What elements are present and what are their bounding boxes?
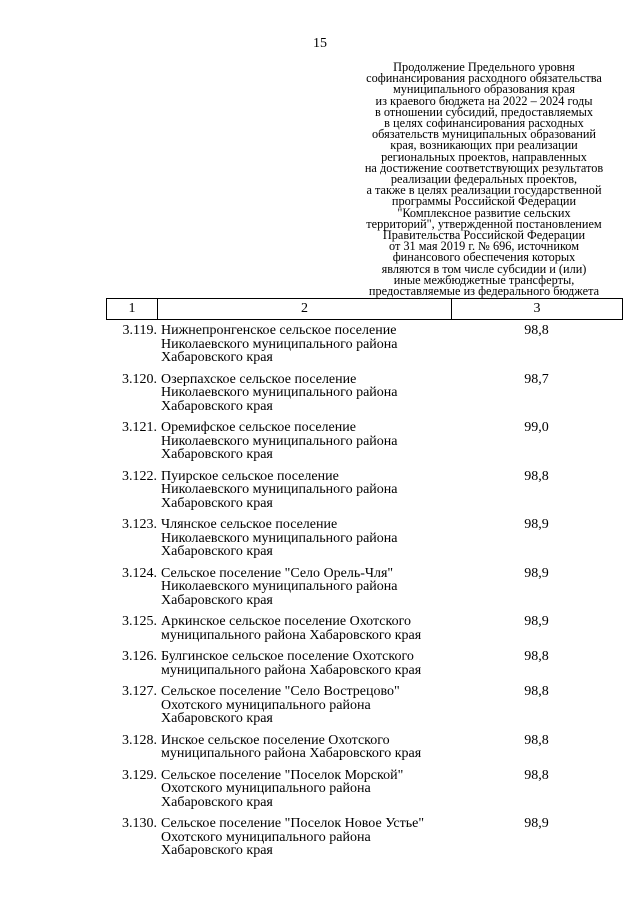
row-name [157,518,451,559]
row-value: 98,9 [524,816,549,831]
row-name-line: Охотского муниципального района [161,829,371,845]
row-name [157,421,451,462]
row-name [157,685,451,726]
table-row [106,685,622,726]
column-header-2: 2 [158,299,452,320]
document-header-block [346,62,622,297]
header-line: Продолжение Предельного уровня [393,60,575,74]
table-row [106,518,622,559]
header-line: программы Российской Федерации [391,194,577,209]
row-name-line: Пуирское сельское поселение [161,468,339,484]
table-row [106,615,622,642]
row-value: 98,8 [524,767,549,783]
row-name-line: муниципального района Хабаровского края [161,746,422,761]
header-line: являются в том числе субсидии и (или) [381,261,587,276]
row-number: 3.119. [122,323,157,338]
row-name-line: Николаевского муниципального района [161,336,398,352]
row-name [157,817,451,858]
row-value: 98,8 [524,468,549,484]
header-line: "Комплексное развитие сельских [397,205,571,220]
row-number: 3.121. [122,420,157,435]
row-name-line: Сельское поселение "Село Орель-Чля" [161,565,394,581]
table-body [106,324,622,866]
row-name-line: Хабаровского края [161,398,273,414]
row-name-line: Инское сельское поселение Охотского [161,732,390,748]
table-row [106,470,622,511]
header-line: территорий", утвержденной постановлением [366,216,602,231]
row-value: 98,8 [524,323,549,338]
row-name-line: Аркинское сельское поселение Охотского [161,614,411,629]
row-name-line: Озерпахское сельское поселение [161,371,357,387]
row-value: 98,8 [524,649,549,664]
row-name-line: Охотского муниципального района [161,781,371,796]
row-value: 98,9 [524,614,549,629]
header-line: региональных проектов, направленных [381,149,587,164]
header-line: от 31 мая 2019 г. № 696, источником [388,239,580,254]
table-row [106,324,622,365]
table-row [106,734,622,761]
row-number: 3.126. [122,649,157,664]
row-name-line: муниципального района Хабаровского края [161,627,422,643]
page-number: 15 [313,36,327,51]
row-name-line: Хабаровского края [161,544,273,559]
row-name-line: Хабаровского края [161,843,273,858]
row-value: 99,0 [524,420,549,435]
row-name-line: Николаевского муниципального района [161,579,398,594]
row-value: 98,9 [524,517,549,532]
row-number: 3.125. [122,614,157,629]
row-name-line: Булгинское сельское поселение Охотского [161,649,414,664]
header-line: в отношении субсидий, предоставляемых [374,104,594,119]
row-name [157,769,451,810]
row-name-line: Хабаровского края [161,495,273,511]
row-name-line: Сельское поселение "Поселок Морской" [161,767,404,783]
row-name [157,470,451,511]
row-value: 98,8 [524,684,549,699]
row-name-line: Сельское поселение "Село Вострецово" [161,684,400,699]
row-number: 3.123. [122,517,157,532]
row-number: 3.124. [122,565,157,581]
row-name-line: Сельское поселение "Поселок Новое Устье" [161,816,425,831]
row-name-line: Николаевского муниципального района [161,433,398,449]
row-name-line: Охотского муниципального района [161,697,371,713]
row-name-line: Николаевского муниципального района [161,530,398,546]
column-header-3: 3 [452,299,623,320]
row-name [157,615,451,642]
table-row [106,567,622,608]
row-name [157,734,451,761]
row-value: 98,7 [524,371,549,387]
row-name-line: Николаевского муниципального района [161,482,398,497]
row-value: 98,9 [524,565,549,581]
row-name-line: Хабаровского края [161,447,273,462]
row-name-line: Оремифское сельское поселение [161,420,356,435]
data-table-header [106,298,623,320]
row-name-line: Хабаровского края [161,592,273,608]
row-value: 98,8 [524,732,549,748]
table-header-row [107,299,623,320]
header-line: муниципального образования края [392,82,575,97]
header-line: на достижение соответствующих результатов [364,160,604,175]
header-line: финансового обеспечения которых [392,250,576,265]
row-number: 3.127. [122,684,157,699]
row-name-line: Николаевского муниципального района [161,385,398,400]
row-name-line: Хабаровского края [161,794,273,810]
row-number: 3.129. [122,767,157,783]
row-name [157,567,451,608]
row-number: 3.130. [122,816,157,831]
header-line: реализации федеральных проектов, [390,172,578,187]
row-name [157,650,451,677]
table-row [106,817,622,858]
header-line: обязательств муниципальных образований [371,127,597,142]
table-row [106,421,622,462]
header-line: из краевого бюджета на 2022 – 2024 годы [375,93,593,108]
row-name-line: Нижнепронгенское сельское поселение [161,323,397,338]
row-name [157,324,451,365]
header-line: софинансирования расходного обязательства [366,71,602,86]
header-line: в целях софинансирования расходных [384,116,584,131]
column-header-1: 1 [107,299,158,320]
header-line: а также в целях реализации государственной [366,183,602,198]
row-number: 3.128. [122,732,157,748]
row-number: 3.120. [122,371,157,387]
table-row [106,650,622,677]
row-name-line: муниципального района Хабаровского края [161,662,422,678]
row-number: 3.122. [122,468,157,484]
table-row [106,769,622,810]
row-name [157,373,451,414]
row-name-line: Хабаровского края [161,350,273,365]
header-line: края, возникающих при реализации [390,138,578,153]
row-name-line: Хабаровского края [161,711,273,726]
row-name-line: Члянское сельское поселение [161,517,338,532]
table-row [106,373,622,414]
header-line: Правительства Российской Федерации [382,228,586,243]
header-line: иные межбюджетные трансферты, [393,272,575,287]
header-line: предоставляемые из федерального бюджета [368,284,600,299]
